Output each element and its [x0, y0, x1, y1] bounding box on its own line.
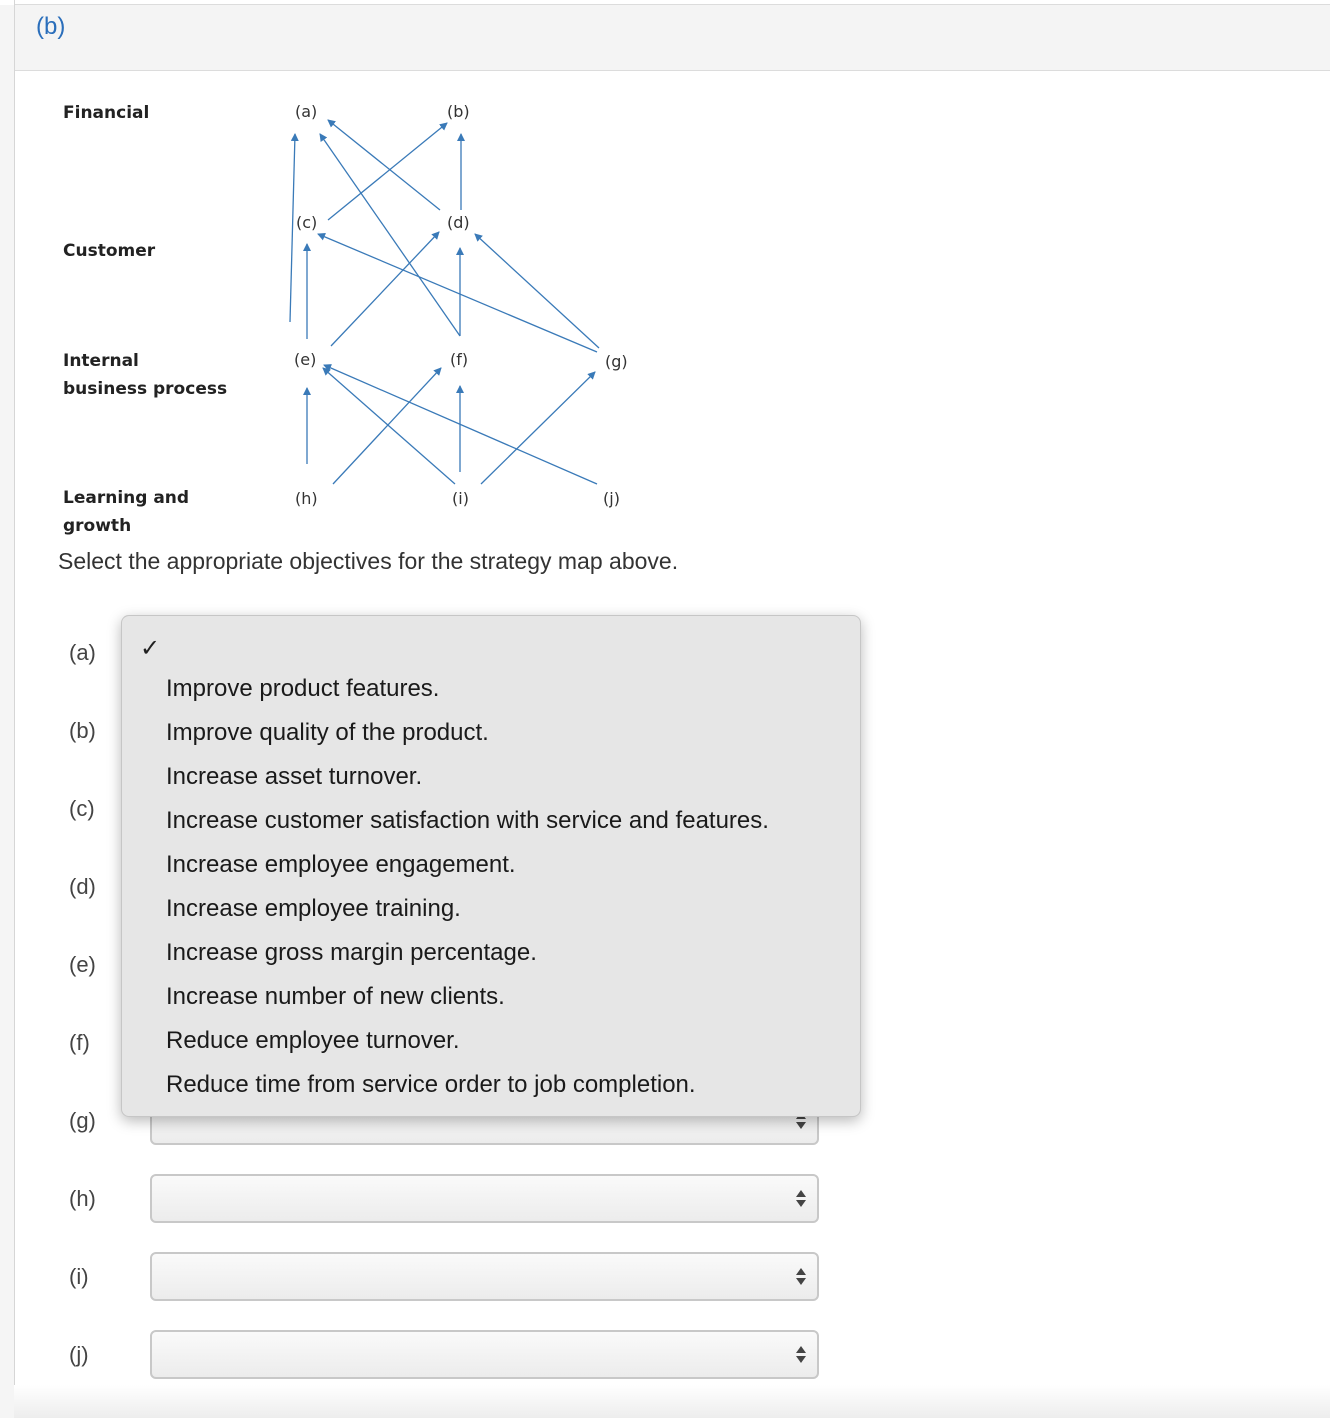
node-f: (f): [450, 350, 469, 369]
row-label-c: (c): [69, 796, 95, 821]
row-label-a: (a): [69, 640, 96, 665]
strategy-map-arrows: [15, 72, 715, 552]
select-i[interactable]: [150, 1252, 819, 1301]
part-label: (b): [36, 13, 66, 40]
node-h: (h): [295, 489, 318, 508]
perspective-financial: Financial: [63, 103, 150, 123]
node-d: (d): [447, 213, 470, 232]
strategy-map: [15, 72, 715, 552]
bottom-fade: [14, 1385, 1330, 1418]
select-h[interactable]: [150, 1174, 819, 1223]
arrow-g-to-c: [318, 234, 597, 352]
node-e: (e): [294, 350, 317, 369]
arrow-e-to-d: [331, 232, 439, 346]
dropdown-option[interactable]: Increase employee training.: [166, 895, 461, 922]
part-header: [15, 4, 1330, 71]
dropdown-option[interactable]: Improve quality of the product.: [166, 719, 489, 746]
select-arrows-icon: [796, 1190, 806, 1208]
perspective-customer: Customer: [63, 241, 156, 261]
perspective-learning-line1: Learning and: [63, 488, 190, 508]
instruction-text: Select the appropriate objectives for the strategy map above.: [58, 548, 679, 574]
dropdown-option[interactable]: Increase number of new clients.: [166, 983, 505, 1010]
select-j[interactable]: [150, 1330, 819, 1379]
dropdown-option[interactable]: Increase asset turnover.: [166, 763, 423, 790]
arrow-d-to-a: [328, 120, 440, 210]
node-g: (g): [605, 352, 628, 371]
select-arrows-icon: [796, 1346, 806, 1364]
arrow-i-to-e: [323, 368, 455, 484]
perspective-internal-line1: Internal: [63, 351, 139, 371]
row-label-g: (g): [69, 1108, 96, 1133]
arrow-g-to-d: [475, 234, 599, 348]
checkmark-icon: ✓: [140, 635, 161, 662]
dropdown-option[interactable]: Increase customer satisfaction with service and features.: [166, 807, 769, 834]
row-label-i: (i): [69, 1264, 89, 1289]
row-label-b: (b): [69, 718, 96, 743]
dropdown-option[interactable]: Increase employee engagement.: [166, 851, 516, 878]
arrow-h-to-f: [333, 368, 441, 484]
select-arrows-icon: [796, 1268, 806, 1286]
arrow-h-to-a: [290, 134, 295, 322]
dropdown-option[interactable]: Increase gross margin percentage.: [166, 939, 537, 966]
row-label-j: (j): [69, 1342, 89, 1367]
dropdown-option[interactable]: Improve product features.: [166, 675, 440, 702]
dropdown-menu: [121, 615, 861, 1117]
node-i: (i): [452, 489, 469, 508]
arrow-f-to-a: [320, 134, 460, 336]
perspective-internal-line2: business process: [63, 379, 228, 399]
dropdown-option[interactable]: Reduce employee turnover.: [166, 1027, 460, 1054]
row-label-d: (d): [69, 874, 96, 899]
row-label-f: (f): [69, 1030, 90, 1055]
row-label-e: (e): [69, 952, 96, 977]
node-j: (j): [603, 489, 620, 508]
dropdown-option[interactable]: Reduce time from service order to job completion.: [166, 1071, 696, 1098]
node-b: (b): [447, 102, 470, 121]
node-a: (a): [295, 102, 318, 121]
node-c: (c): [296, 213, 318, 232]
row-label-h: (h): [69, 1186, 96, 1211]
arrow-i-to-g: [481, 372, 595, 484]
perspective-learning-line2: growth: [63, 516, 132, 536]
